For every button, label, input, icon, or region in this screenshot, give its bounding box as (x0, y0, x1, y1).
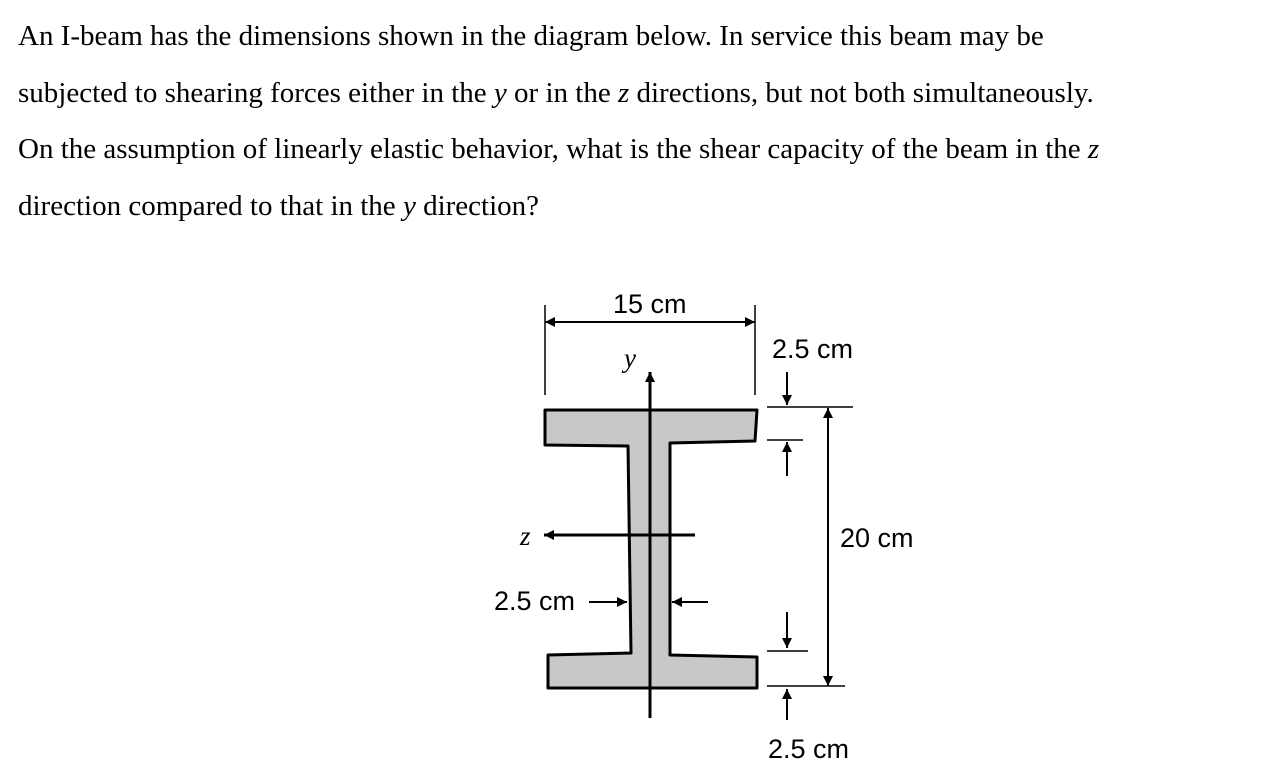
flange-width-label: 15 cm (613, 289, 687, 319)
top-flange-thickness-label: 2.5 cm (772, 334, 854, 364)
y-axis-label: y (624, 343, 636, 373)
question-line-3: On the assumption of linearly elastic behavior, what is the shear capacity of the beam in the z (18, 133, 1100, 165)
z-axis-label: z (520, 521, 531, 551)
y-variable: y (493, 76, 507, 109)
z-variable: z (617, 76, 630, 109)
y-variable: y (402, 189, 416, 222)
question-line-2: subjected to shearing forces either in the y or in the z directions, but not both simultaneously. (18, 76, 1094, 109)
question-line-4: direction compared to that in the y direction? (18, 189, 540, 222)
question-line-1: An I-beam has the dimensions shown in the diagram below. In service this beam may be (18, 20, 1044, 52)
web-thickness-label: 2.5 cm (494, 586, 576, 616)
z-variable: z (1087, 133, 1100, 165)
total-height-label: 20 cm (840, 523, 914, 553)
bottom-flange-thickness-label: 2.5 cm (768, 734, 850, 764)
